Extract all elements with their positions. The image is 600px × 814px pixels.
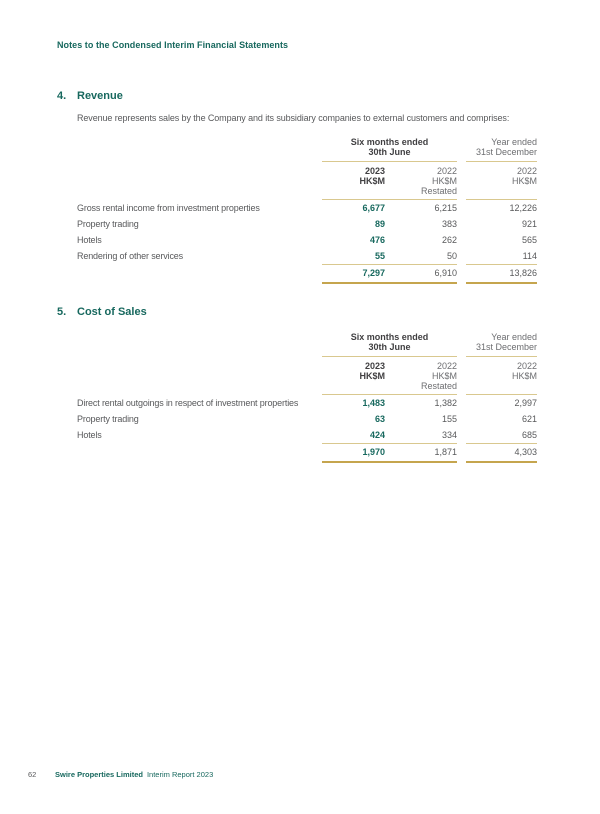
table-row <box>77 200 537 216</box>
row-label: Property trading <box>77 219 139 229</box>
value-2022-year: 621 <box>521 414 537 424</box>
value-2022-restated: 6,215 <box>434 203 457 213</box>
table-row <box>77 411 537 427</box>
table-row <box>77 216 537 232</box>
group-header-six-months: Six months ended 30th June <box>322 332 457 357</box>
total-2023: 7,297 <box>322 264 385 284</box>
value-2023: 6,677 <box>362 203 385 213</box>
section-title <box>57 90 552 102</box>
section-cost-of-sales <box>57 306 552 463</box>
row-label <box>77 264 322 284</box>
value-2022-restated: 334 <box>441 430 457 440</box>
value-2023: 424 <box>369 430 385 440</box>
value-2022-year: 685 <box>521 430 537 440</box>
total-2022-year: 13,826 <box>466 264 537 284</box>
value-2022-year: 2,997 <box>514 398 537 408</box>
value-2022-year: 921 <box>521 219 537 229</box>
column-header-2023: 2023 HK$M <box>322 357 385 395</box>
section-title-text: Cost of Sales <box>77 306 147 318</box>
table-total-row <box>77 264 537 284</box>
page-footer <box>28 770 213 779</box>
section-number: 4. <box>57 90 67 102</box>
column-header-2022-year: 2022 HK$M <box>466 162 537 200</box>
total-2022-restated: 1,871 <box>385 443 457 463</box>
table-column-header-row <box>77 357 537 395</box>
section-number: 5. <box>57 306 67 318</box>
revenue-table <box>77 137 537 284</box>
table-row <box>77 248 537 264</box>
section-title <box>57 306 552 318</box>
row-label: Gross rental income from investment properties <box>77 203 260 213</box>
value-2022-restated: 383 <box>441 219 457 229</box>
value-2022-year: 12,226 <box>509 203 537 213</box>
page-number: 62 <box>28 770 37 779</box>
table-row <box>77 427 537 443</box>
cost-of-sales-table <box>77 332 537 463</box>
value-2022-restated: 262 <box>441 235 457 245</box>
total-2022-restated: 6,910 <box>385 264 457 284</box>
table-total-row <box>77 443 537 463</box>
column-header-2023: 2023 HK$M <box>322 162 385 200</box>
value-2023: 476 <box>369 235 385 245</box>
row-label: Hotels <box>77 430 102 440</box>
table-group-header-row <box>77 332 537 357</box>
value-2023: 1,483 <box>362 398 385 408</box>
total-2023: 1,970 <box>322 443 385 463</box>
value-2023: 63 <box>374 414 385 424</box>
row-label: Direct rental outgoings in respect of investment properties <box>77 398 299 408</box>
column-header-2022-restated: 2022 HK$M Restated <box>385 357 457 395</box>
table-group-header-row <box>77 137 537 162</box>
table-column-header-row <box>77 162 537 200</box>
group-header-year-ended: Year ended 31st December <box>466 332 537 357</box>
section-intro: Revenue represents sales by the Company and its subsidiary companies to external customers and comprises: <box>77 113 510 123</box>
value-2022-year: 565 <box>521 235 537 245</box>
value-2022-restated: 50 <box>446 251 457 261</box>
group-header-six-months: Six months ended 30th June <box>322 137 457 162</box>
value-2022-year: 114 <box>522 251 537 261</box>
column-header-2022-year: 2022 HK$M <box>466 357 537 395</box>
value-2022-restated: 1,382 <box>434 398 457 408</box>
value-2022-restated: 155 <box>441 414 457 424</box>
row-label: Hotels <box>77 235 102 245</box>
value-2023: 89 <box>374 219 385 229</box>
group-header-year-ended: Year ended 31st December <box>466 137 537 162</box>
table-row <box>77 395 537 411</box>
column-header-2022-restated: 2022 HK$M Restated <box>385 162 457 200</box>
row-label <box>77 443 322 463</box>
footer-brand: Swire Properties Limited <box>55 770 143 779</box>
table-row <box>77 232 537 248</box>
footer-report-title: Interim Report 2023 <box>146 770 214 779</box>
section-title-text: Revenue <box>77 90 123 102</box>
total-2022-year: 4,303 <box>466 443 537 463</box>
row-label: Rendering of other services <box>77 251 184 261</box>
document-header: Notes to the Condensed Interim Financial Statements <box>57 40 289 50</box>
row-label: Property trading <box>77 414 139 424</box>
value-2023: 55 <box>374 251 385 261</box>
section-revenue <box>57 90 552 284</box>
